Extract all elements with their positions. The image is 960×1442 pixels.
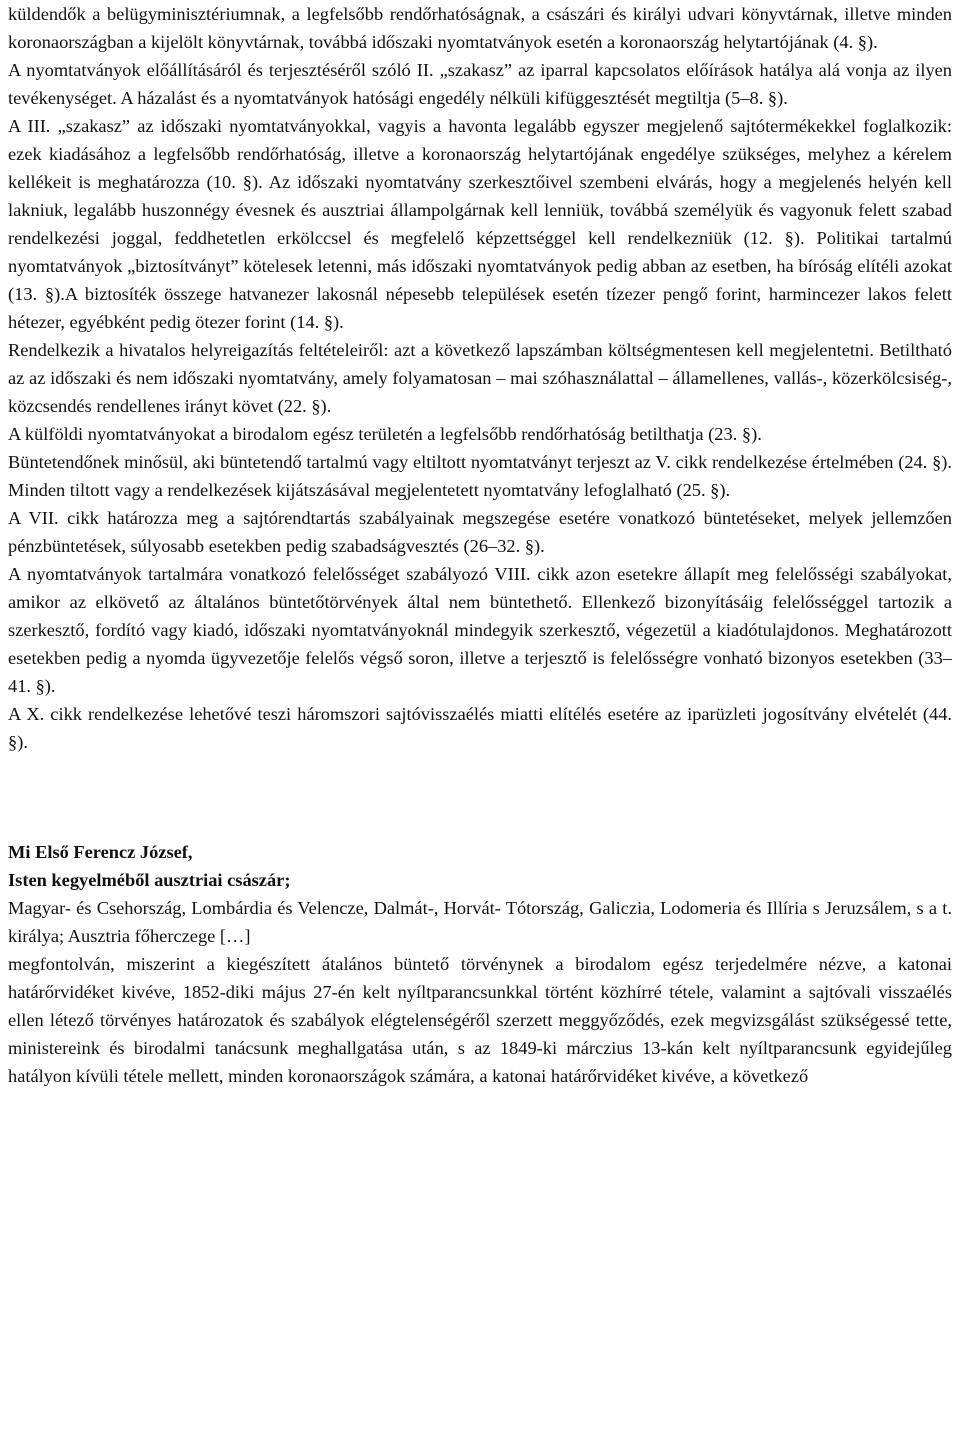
paragraph-article-x: A X. cikk rendelkezése lehetővé teszi háromszori sajtóvisszaélés miatti elítélés esetére az iparüzleti jogosítvány elvételét (44. §). bbox=[8, 704, 952, 752]
decree-body: megfontolván, miszerint a kiegészített átalános büntető törvénynek a birodalom egész terjedelmére nézve, a katonai határőrvidéket kivéve, 1852-diki május 27-én kelt nyíltparancsunkkal történt közhírré tétele, valamint a sajtóvali visszaélés ellen létező törvényes határozatok és szabályok elégtelenségéről szerzett meggyőződés, ezek megvizsgálást szükségessé tette, ministereink és birodalmi tanácsunk meghallgatása után, s az 1849-ki márczius 13-kán kelt nyíltparancsunk egyidejűleg hatályon kívüli tétele mellett, minden koronaországok számára, a katonai határőrvidéket kivéve, a következő bbox=[8, 954, 952, 1086]
decree-heading-emperor: Mi Első Ferencz József, bbox=[8, 842, 193, 862]
paragraph-foreign-prints: A külföldi nyomtatványokat a birodalom egész területén a legfelsőbb rendőrhatóság betilthatja (23. §). bbox=[8, 424, 762, 444]
decree-titles: Magyar- és Csehország, Lombárdia és Velencze, Dalmát-, Horvát- Tótország, Galiczia, Lodomeria és Illíria s Jeruzsálem, s a t. királya; Ausztria főherczege […] bbox=[8, 898, 952, 946]
paragraph-correction: Rendelkezik a hivatalos helyreigazítás feltételeiről: azt a következő lapszámban költségmentesen kell megjelentetni. Betiltható az az időszaki és nem időszaki nyomtatvány, amely folyamatosan – mai szóhasználattal – államellenes, vallás-, közerkölcsiség-, közcsendés rendellenes irányt követ (22. §). bbox=[8, 340, 952, 416]
paragraph-section-ii: A nyomtatványok előállításáról és terjesztéséről szóló II. „szakasz” az iparral kapcsolatos előírások hatálya alá vonja az ilyen tevékenységet. A házalást és a nyomtatványok hatósági engedély nélküli kifüggesztését megtiltja (5–8. §). bbox=[8, 60, 952, 108]
paragraph-section-iii: A III. „szakasz” az időszaki nyomtatványokkal, vagyis a havonta legalább egyszer megjelenő sajtótermékekkel foglalkozik: ezek kiadásához a legfelsőbb rendőrhatóság, illetve a koronaország helytartójának engedélye szükséges, melyhez a kérelem kellékeit is meghatározza (10. §). Az időszaki nyomtatvány szerkesztőivel szembeni elvárás, hogy a megjelenés helyén kell lakniuk, legalább huszonnégy évesnek és ausztriai állampolgárnak kell lenniük, továbbá személyük és vagyonuk felett szabad rendelkezési joggal, feddhetetlen erkölccsel és megfelelő képzettséggel kell rendelkezniük (12. §). Politikai tartalmú nyomtatványok „biztosítványt” kötelesek letenni, más időszaki nyomtatványok pedig abban az esetben, ha bíróság elítéli azokat (13. §).A biztosíték összege hatvanezer lakosnál népesebb települések esetén tízezer pengő forint, harmincezer lakos felett hétezer, egyébként pedig ötezer forint (14. §). bbox=[8, 116, 952, 332]
paragraph-deposit-copies: küldendők a belügyminisztériumnak, a legfelsőbb rendőrhatóságnak, a császári és királyi udvari könyvtárnak, illetve minden koronaországban a kijelölt könyvtárnak, továbbá időszaki nyomtatványok esetén a koronaország helytartójának (4. §). bbox=[8, 4, 952, 52]
decree-heading-title: Isten kegyelméből ausztriai császár; bbox=[8, 870, 291, 890]
paragraph-article-viii: A nyomtatványok tartalmára vonatkozó felelősséget szabályozó VIII. cikk azon esetekre állapít meg felelősségi szabályokat, amikor az elkövető az általános büntetőtörvények által nem büntethető. Ellenkező bizonyításáig felelősséggel tartozik a szerkesztő, fordító vagy kiadó, időszaki nyomtatványoknál mindegyik szerkesztő, végezetül a kiadótulajdonos. Meghatározott esetekben pedig a nyomda ügyvezetője felelős végső soron, illetve a terjesztő is felelősségre vonható bizonyos esetekben (33–41. §). bbox=[8, 564, 952, 696]
section-spacer bbox=[8, 756, 952, 838]
paragraph-article-vii: A VII. cikk határozza meg a sajtórendtartás szabályainak megszegése esetére vonatkozó büntetéseket, melyek jellemzően pénzbüntetések, súlyosabb esetekben pedig szabadságvesztés (26–32. §). bbox=[8, 508, 952, 556]
paragraph-punishable: Büntetendőnek minősül, aki büntetendő tartalmú vagy eltiltott nyomtatványt terjeszt az V. cikk rendelkezése értelmében (24. §). Minden tiltott vagy a rendelkezések kijátszásával megjelentetett nyomtatvány lefoglalható (25. §). bbox=[8, 452, 952, 500]
